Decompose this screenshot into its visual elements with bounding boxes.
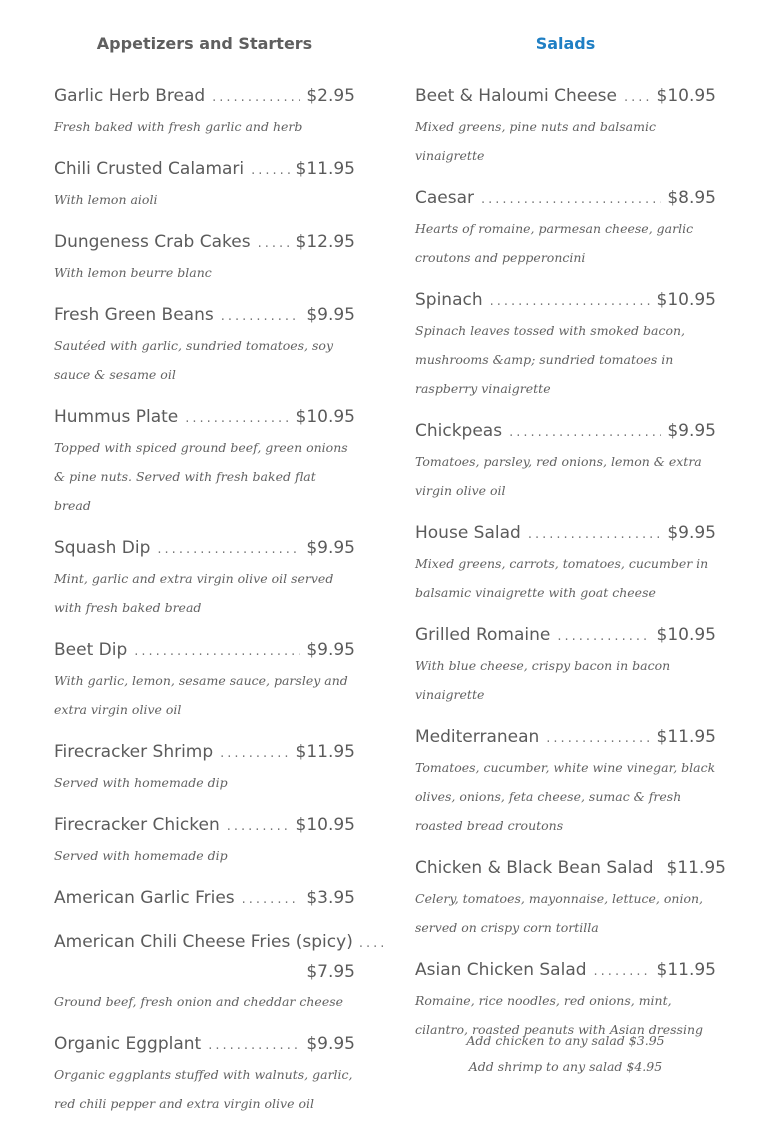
menu-item (415, 286, 716, 403)
item-price: $11.95 (656, 960, 716, 980)
dot-leader (594, 957, 651, 986)
dot-leader (242, 885, 301, 914)
item-description: With garlic, lemon, sesame sauce, parsley and extra virgin olive oil (54, 673, 348, 717)
salads-column (415, 0, 726, 1058)
dot-leader (134, 637, 300, 666)
item-description: Ground beef, fresh onion and cheddar cheese (54, 994, 344, 1009)
menu-item (54, 228, 355, 287)
item-description: With blue cheese, crispy bacon in bacon vinaigrette (415, 658, 671, 702)
item-price: $10.95 (656, 290, 716, 310)
item-description: Sautéed with garlic, sundried tomatoes, soy sauce & sesame oil (54, 338, 334, 382)
menu-item (54, 534, 355, 622)
item-description: Mint, garlic and extra virgin olive oil served with fresh baked bread (54, 571, 334, 615)
dot-leader (185, 404, 289, 433)
dot-leader: .... (358, 936, 388, 951)
salads-heading: Salads (535, 34, 596, 53)
item-name: Grilled Romaine (415, 625, 551, 645)
item-row (415, 286, 716, 316)
item-row (54, 1030, 355, 1060)
menu-item (415, 519, 716, 607)
appetizers-column (54, 0, 388, 1132)
item-row (54, 534, 355, 564)
item-row (415, 723, 716, 753)
item-name: Garlic Herb Bread (54, 86, 206, 106)
menu-item (54, 82, 355, 141)
item-description: Romaine, rice noodles, red onions, mint, cilantro, roasted peanuts with Asian dressing (415, 993, 704, 1037)
item-row (415, 82, 716, 112)
menu-item (415, 723, 716, 840)
item-price: $7.95 (306, 962, 355, 982)
item-row (54, 301, 355, 331)
item-row (54, 811, 355, 841)
menu-item (415, 621, 716, 709)
item-description: With lemon beurre blanc (54, 265, 212, 280)
item-description: Organic eggplants stuffed with walnuts, garlic, red chili pepper and extra virgin olive oil (54, 1067, 353, 1111)
item-row (54, 738, 355, 768)
item-name: Squash Dip (54, 538, 151, 558)
item-description: Served with homemade dip (54, 848, 228, 863)
menu-item (54, 155, 355, 214)
item-price: $10.95 (295, 407, 355, 427)
item-name: Mediterranean (415, 727, 540, 747)
item-name: Organic Eggplant (54, 1034, 202, 1054)
item-price: $3.95 (306, 888, 355, 908)
item-price: $10.95 (295, 815, 355, 835)
salad-addons (415, 1028, 716, 1080)
item-price: $9.95 (306, 305, 355, 325)
item-name: Hummus Plate (54, 407, 179, 427)
dot-leader (624, 83, 651, 112)
item-name: Caesar (415, 188, 475, 208)
item-name: Chickpeas (415, 421, 503, 441)
addon-note: Add chicken to any salad $3.95 (466, 1033, 665, 1048)
item-description: Tomatoes, parsley, red onions, lemon & extra virgin olive oil (415, 454, 702, 498)
item-description: Mixed greens, pine nuts and balsamic vinaigrette (415, 119, 656, 163)
item-price: $9.95 (306, 1034, 355, 1054)
item-name: Asian Chicken Salad (415, 960, 587, 980)
item-description: With lemon aioli (54, 192, 158, 207)
salads-list (415, 82, 726, 1044)
dot-leader (509, 418, 661, 447)
item-price: $11.95 (656, 727, 716, 747)
menu-item (54, 1030, 355, 1118)
menu-item (54, 928, 388, 1016)
addon-note: Add shrimp to any salad $4.95 (468, 1059, 663, 1074)
item-name: Dungeness Crab Cakes (54, 232, 251, 252)
item-price: $10.95 (656, 625, 716, 645)
dot-leader (481, 185, 661, 214)
menu-item (54, 811, 355, 870)
item-price: $8.95 (667, 188, 716, 208)
item-price: $9.95 (667, 523, 716, 543)
menu-item (415, 854, 726, 942)
dot-leader (157, 535, 300, 564)
appetizers-list (54, 82, 388, 1118)
item-row (54, 82, 355, 112)
item-row (415, 621, 716, 651)
item-name: Firecracker Shrimp (54, 742, 214, 762)
item-row (415, 417, 716, 447)
menu-item (54, 636, 355, 724)
menu-item (54, 301, 355, 389)
item-description: Celery, tomatoes, mayonnaise, lettuce, onion, served on crispy corn tortilla (415, 891, 704, 935)
item-price: $9.95 (667, 421, 716, 441)
item-price: $9.95 (306, 538, 355, 558)
item-price: $2.95 (306, 86, 355, 106)
item-name: Spinach (415, 290, 483, 310)
item-row (415, 854, 726, 884)
dot-leader (221, 302, 301, 331)
item-row (54, 636, 355, 666)
appetizers-heading: Appetizers and Starters (96, 34, 313, 53)
item-description: Hearts of romaine, parmesan cheese, garlic croutons and pepperoncini (415, 221, 694, 265)
item-name: Firecracker Chicken (54, 815, 220, 835)
item-name: House Salad (415, 523, 521, 543)
item-price: $11.95 (666, 858, 726, 878)
item-name: Fresh Green Beans (54, 305, 214, 325)
item-row (54, 403, 355, 433)
item-row (415, 956, 716, 986)
dot-leader (258, 229, 290, 258)
item-name: Beet Dip (54, 640, 128, 660)
item-description: Tomatoes, cucumber, white wine vinegar, black olives, onions, feta cheese, sumac & fresh roasted bread croutons (415, 760, 716, 833)
item-price: $10.95 (656, 86, 716, 106)
item-name: Beet & Haloumi Cheese (415, 86, 617, 106)
item-description: Fresh baked with fresh garlic and herb (54, 119, 303, 134)
item-name: American Garlic Fries (54, 888, 235, 908)
menu-item (415, 82, 716, 170)
dot-leader (490, 287, 651, 316)
menu-item (415, 184, 716, 272)
item-row (415, 519, 716, 549)
item-row (54, 228, 355, 258)
dot-leader (546, 724, 650, 753)
item-price: $11.95 (295, 742, 355, 762)
item-name: Chili Crusted Calamari (54, 159, 245, 179)
item-name: American Chili Cheese Fries (spicy) (54, 932, 353, 952)
item-name: Chicken & Black Bean Salad (415, 858, 654, 878)
item-price: $11.95 (295, 159, 355, 179)
dot-leader (227, 812, 290, 841)
item-description: Topped with spiced ground beef, green onions & pine nuts. Served with fresh baked flat bread (54, 440, 348, 513)
menu-item (54, 884, 355, 914)
dot-leader (208, 1031, 300, 1060)
menu-item (54, 738, 355, 797)
item-price: $9.95 (306, 640, 355, 660)
item-description: Mixed greens, carrots, tomatoes, cucumber in balsamic vinaigrette with goat cheese (415, 556, 709, 600)
dot-leader (212, 83, 300, 112)
item-row (54, 884, 355, 914)
item-description: Served with homemade dip (54, 775, 228, 790)
item-row (415, 184, 716, 214)
menu-item (415, 417, 716, 505)
dot-leader (251, 156, 289, 185)
item-description: Spinach leaves tossed with smoked bacon, mushrooms &amp; sundried tomatoes in raspberry vinaigrette (415, 323, 686, 396)
menu-item (54, 403, 355, 520)
dot-leader (220, 739, 289, 768)
dot-leader (528, 520, 662, 549)
dot-leader (557, 622, 650, 651)
item-price: $12.95 (295, 232, 355, 252)
item-row (54, 155, 355, 185)
